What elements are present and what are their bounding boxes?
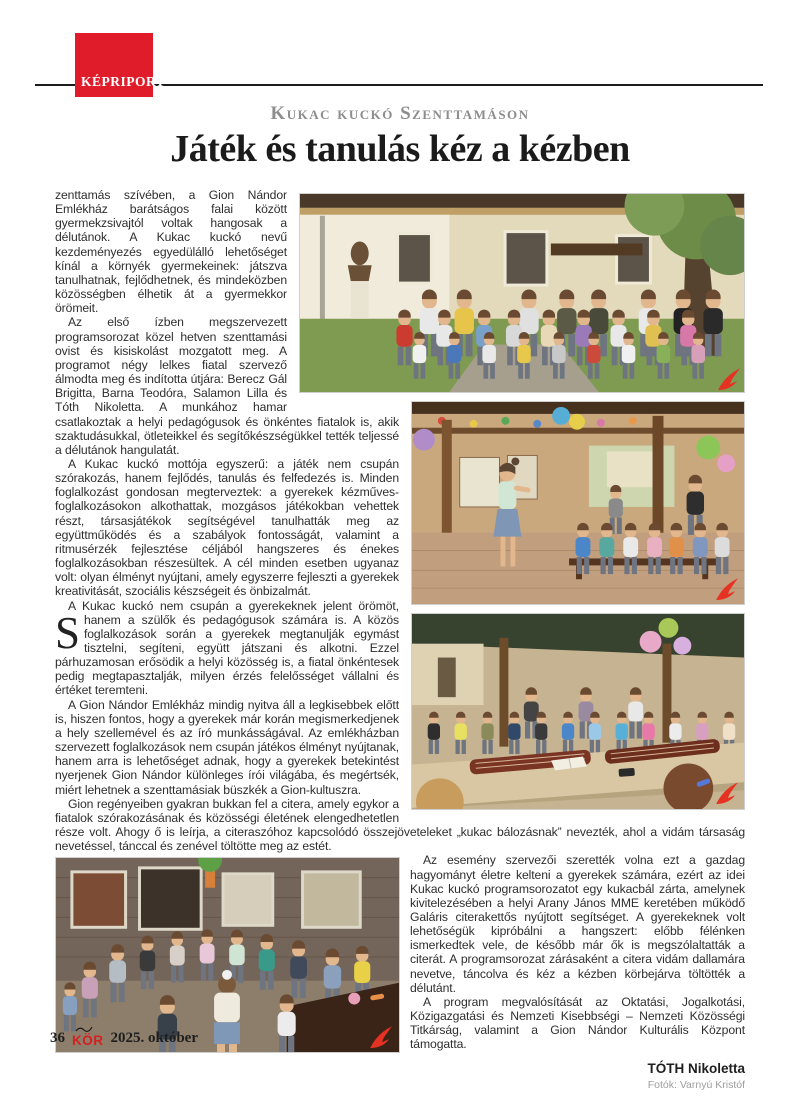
photo-citera-table-image — [412, 614, 744, 809]
logo-flourish-icon — [75, 1025, 95, 1033]
page-number: 36 — [50, 1029, 65, 1046]
magazine-logo — [72, 1028, 104, 1048]
paragraph: A program megvalósítását az Oktatási, Jogalkotási, Közigazgatási és Nemzeti Kisebbségi – Nemzeti Közösségi Titkárság, valamint a Gion Nándor Kulturális Központ támogatta. — [410, 994, 745, 1052]
page-footer — [50, 1028, 198, 1048]
photo-group-outdoor — [299, 193, 745, 393]
photo-citera-table — [411, 613, 745, 810]
page-title: Játék és tanulás kéz a kézben — [170, 128, 630, 170]
byline — [55, 1062, 745, 1092]
paragraph: Gion regényeiben gyakran bukkan fel a citera, amely egykor a fiatalok szórakozásának és közösségi életének elengedhetetlen része volt. Ahogy ő is leírja, a citeraszóhoz kapcsolódó összejöveteleket „kukac bálozásnak” nevezték, ahol a vidám társaság nevetéssel, tánccal és zenével töltötte meg az estét. — [55, 796, 745, 854]
drop-cap: S — [55, 608, 80, 658]
photo-indoor-circle-image — [56, 858, 399, 1052]
photo-indoor-circle — [55, 857, 400, 1053]
paragraph: Az első ízben megszervezett programsorozat közel hetven szenttamási ovist és kisiskolást mozgatott meg. A programot négy lelkes fiatal szervező álmodta meg és indította útjára: Berecz Gál Brigitta, Barna Teodóra, Salamon Lilla és Tóth Nikoletta. A munkához hamar csatlakoztak a helyi pedagógusok és önkéntes fiatalok is, akik szaktudásukkal, ötleteikkel és segítőkészségükkel tették teljessé a délutánok hangulatát. — [55, 315, 399, 457]
article-overline: Kukac kuckó Szenttamáson — [270, 103, 530, 124]
article-body — [55, 188, 745, 1092]
photo-pavilion-audience-image — [412, 402, 744, 604]
photo-group-outdoor-image — [300, 194, 744, 392]
paragraph: A Kukac kuckó mottója egyszerű: a játék nem csupán szórakozás, hanem fejlődés, tanulás és felfedezés is. Minden foglalkozást gondosan megterveztek: a gyerekek kézműves-foglalkozásokon alkothattak, mozgásos játékokban vehettek részt, társasjátékok segítségével tanulhatták meg az együttműködés és a szabályok fontosságát, valamint a ritmusérzék fejlesztése céljából hangszeres és énekes foglalkozásokban részesültek. A cél minden esetben ugyanaz volt: olyan élményt nyújtani, amely egyszerre fejleszti a gyerekek kreativitását, szociális készségeit és önbizalmát. — [55, 456, 399, 599]
byline-author: TÓTH Nikoletta — [647, 1060, 745, 1076]
paragraph: A Kukac kuckó nem csupán a gyerekeknek jelent örömöt, hanem a szülők és pedagógusok számára is. A közös foglalkozások során a gyerekek megtanulják egymást tisztelni, segíteni, együtt játszani és alkotni. Ezzel párhuzamosan erősödik a helyi közösség is, a fiatal önkéntesek pedig megtapasztalják, milyen érzés felelősséget vállalni és értéket teremteni. — [55, 598, 399, 698]
kicker-box — [75, 33, 166, 97]
issue-date: 2025. október — [110, 1029, 198, 1046]
photo-credit: Fotók: Varnyú Kristóf — [647, 1078, 745, 1091]
paragraph: S zenttamás szívében, a Gion Nándor Emlékház barátságos falai között gyermekzsivajtól voltak hangosak a délutánok. A Kukac kuckó nevű kezdeményezés egyedülálló lehetőséget kínál a környék gyermekeinek: játszva tanulhatnak, fejlődhetnek, és mindeközben közösségben élhetik át a gyermekkor örömeit. — [55, 188, 287, 658]
paragraph: Az esemény szervezői szerették volna ezt a gazdag hagyományt életre kelteni a gyerekek számára, ezért az idei Kukac kuckó programsorozatot egy kukacbál zárta, amelynek kivitelezésében a helyi Arany János MME keretében működő Galáris citerakettős nyújtott segítséget. A gyerekeknek volt lehetőségük kipróbálni a hangszert: előbb félénken ismerkedtek vele, de később már ők is megszólaltatták a citerát. A programsorozat zárásaként a citera vidám dallamára nevetve, táncolva és kéz a kézben körbejárva töltötték a délutánt. — [410, 853, 745, 995]
kicker-label: KÉPRIPORT — [81, 74, 166, 89]
photo-pavilion-audience — [411, 401, 745, 605]
paragraph: A Gion Nándor Emlékház mindig nyitva áll a legkisebbek előtt is, hiszen fontos, hogy a gyerekek már korán megismerkedjenek a hely szellemével és az író munkásságával. Az emlékházban szervezett foglalkozások nem csupán játékos élményt nyújtanak, hanem arra is lehetőséget adnak, hogy a gyerekek betekintést nyerjenek Gion Nándor különleges írói világába, és megértsék, miért lehetnek a szenttamásiak büszkék a Gion-kultuszra. — [55, 697, 399, 797]
magazine-logo-text: KÖR — [72, 1033, 104, 1048]
